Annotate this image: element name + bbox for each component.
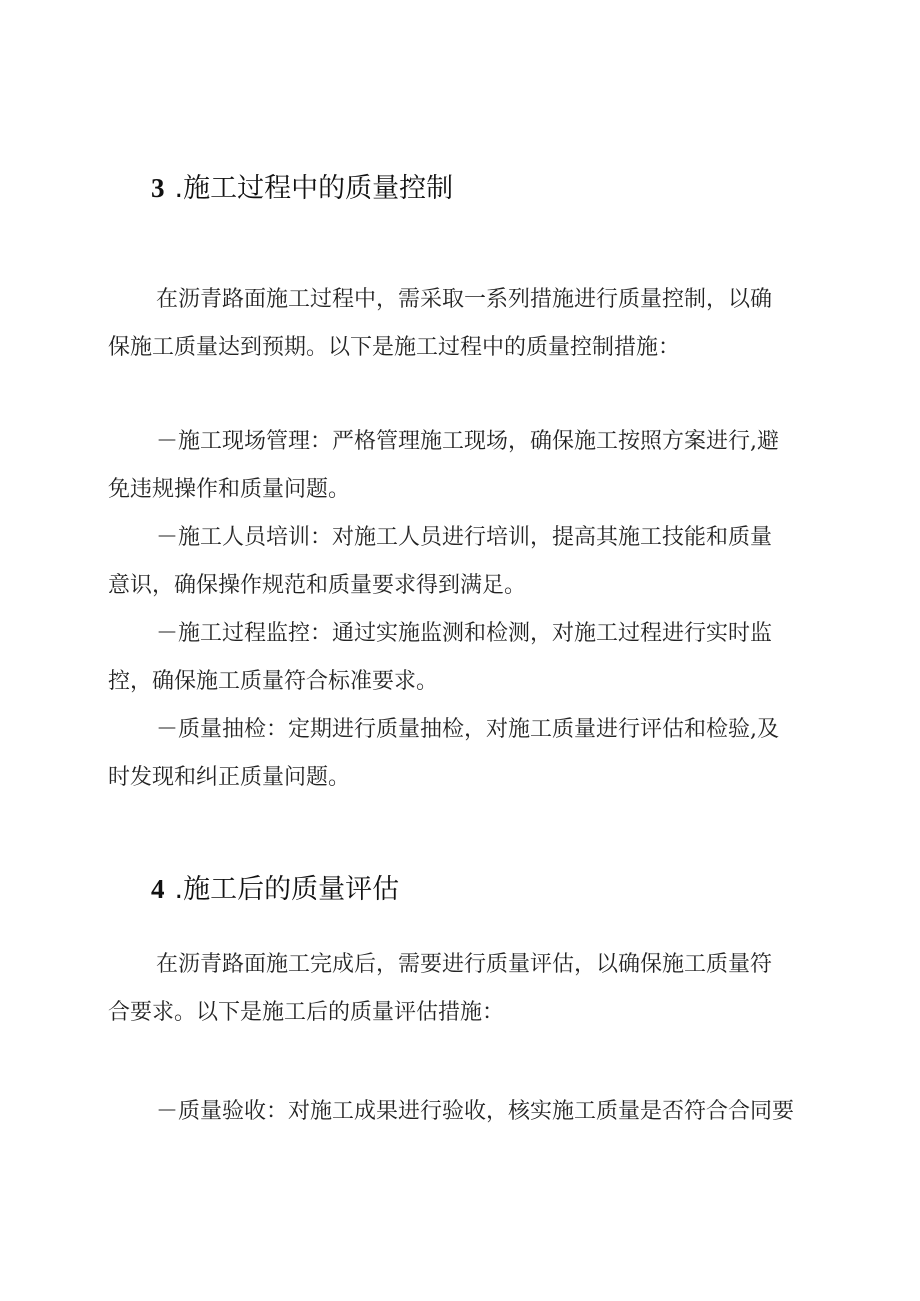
section-3-intro-line-1: 在沥青路面施工过程中，需采取一系列措施进行质量控制，以确 bbox=[156, 287, 773, 312]
section-3-item-3-line-1: －施工过程监控：通过实施监测和检测，对施工过程进行实时监 bbox=[156, 621, 773, 646]
section-3-intro bbox=[108, 276, 828, 372]
section-3-heading bbox=[151, 170, 453, 207]
section-3-item-1 bbox=[108, 418, 828, 514]
section-4-intro-line-1: 在沥青路面施工完成后，需要进行质量评估，以确保施工质量符 bbox=[156, 952, 773, 977]
section-4-title: .施工后的质量评估 bbox=[174, 874, 400, 905]
section-3-title: .施工过程中的质量控制 bbox=[174, 173, 454, 204]
section-3-item-2 bbox=[108, 514, 828, 610]
section-4-item-1-line-1: －质量验收：对施工成果进行验收，核实施工质量是否符合合同要 bbox=[156, 1099, 795, 1124]
section-3-intro-line-2: 保施工质量达到预期。以下是施工过程中的质量控制措施： bbox=[108, 335, 681, 360]
section-3-item-2-line-1: －施工人员培训：对施工人员进行培训，提高其施工技能和质量 bbox=[156, 525, 773, 550]
section-4-intro-line-2: 合要求。以下是施工后的质量评估措施： bbox=[108, 1000, 505, 1025]
section-3-item-1-line-2: 免违规操作和质量问题。 bbox=[108, 477, 351, 502]
section-3-item-4-line-1: －质量抽检：定期进行质量抽检，对施工质量进行评估和检验,及 bbox=[156, 717, 779, 742]
section-3-number: 3 bbox=[151, 173, 165, 203]
section-3-item-3 bbox=[108, 610, 828, 706]
section-3-item-1-line-1: －施工现场管理：严格管理施工现场，确保施工按照方案进行,避 bbox=[156, 429, 779, 454]
section-4-number: 4 bbox=[151, 874, 165, 904]
section-4-intro bbox=[108, 941, 828, 1037]
section-3-item-2-line-2: 意识，确保操作规范和质量要求得到满足。 bbox=[108, 573, 527, 598]
section-3-item-4-line-2: 时发现和纠正质量问题。 bbox=[108, 765, 351, 790]
section-4-heading bbox=[151, 871, 399, 908]
section-3-item-3-line-2: 控，确保施工质量符合标准要求。 bbox=[108, 669, 439, 694]
section-4-item-1 bbox=[108, 1088, 828, 1136]
section-3-item-4 bbox=[108, 706, 828, 802]
